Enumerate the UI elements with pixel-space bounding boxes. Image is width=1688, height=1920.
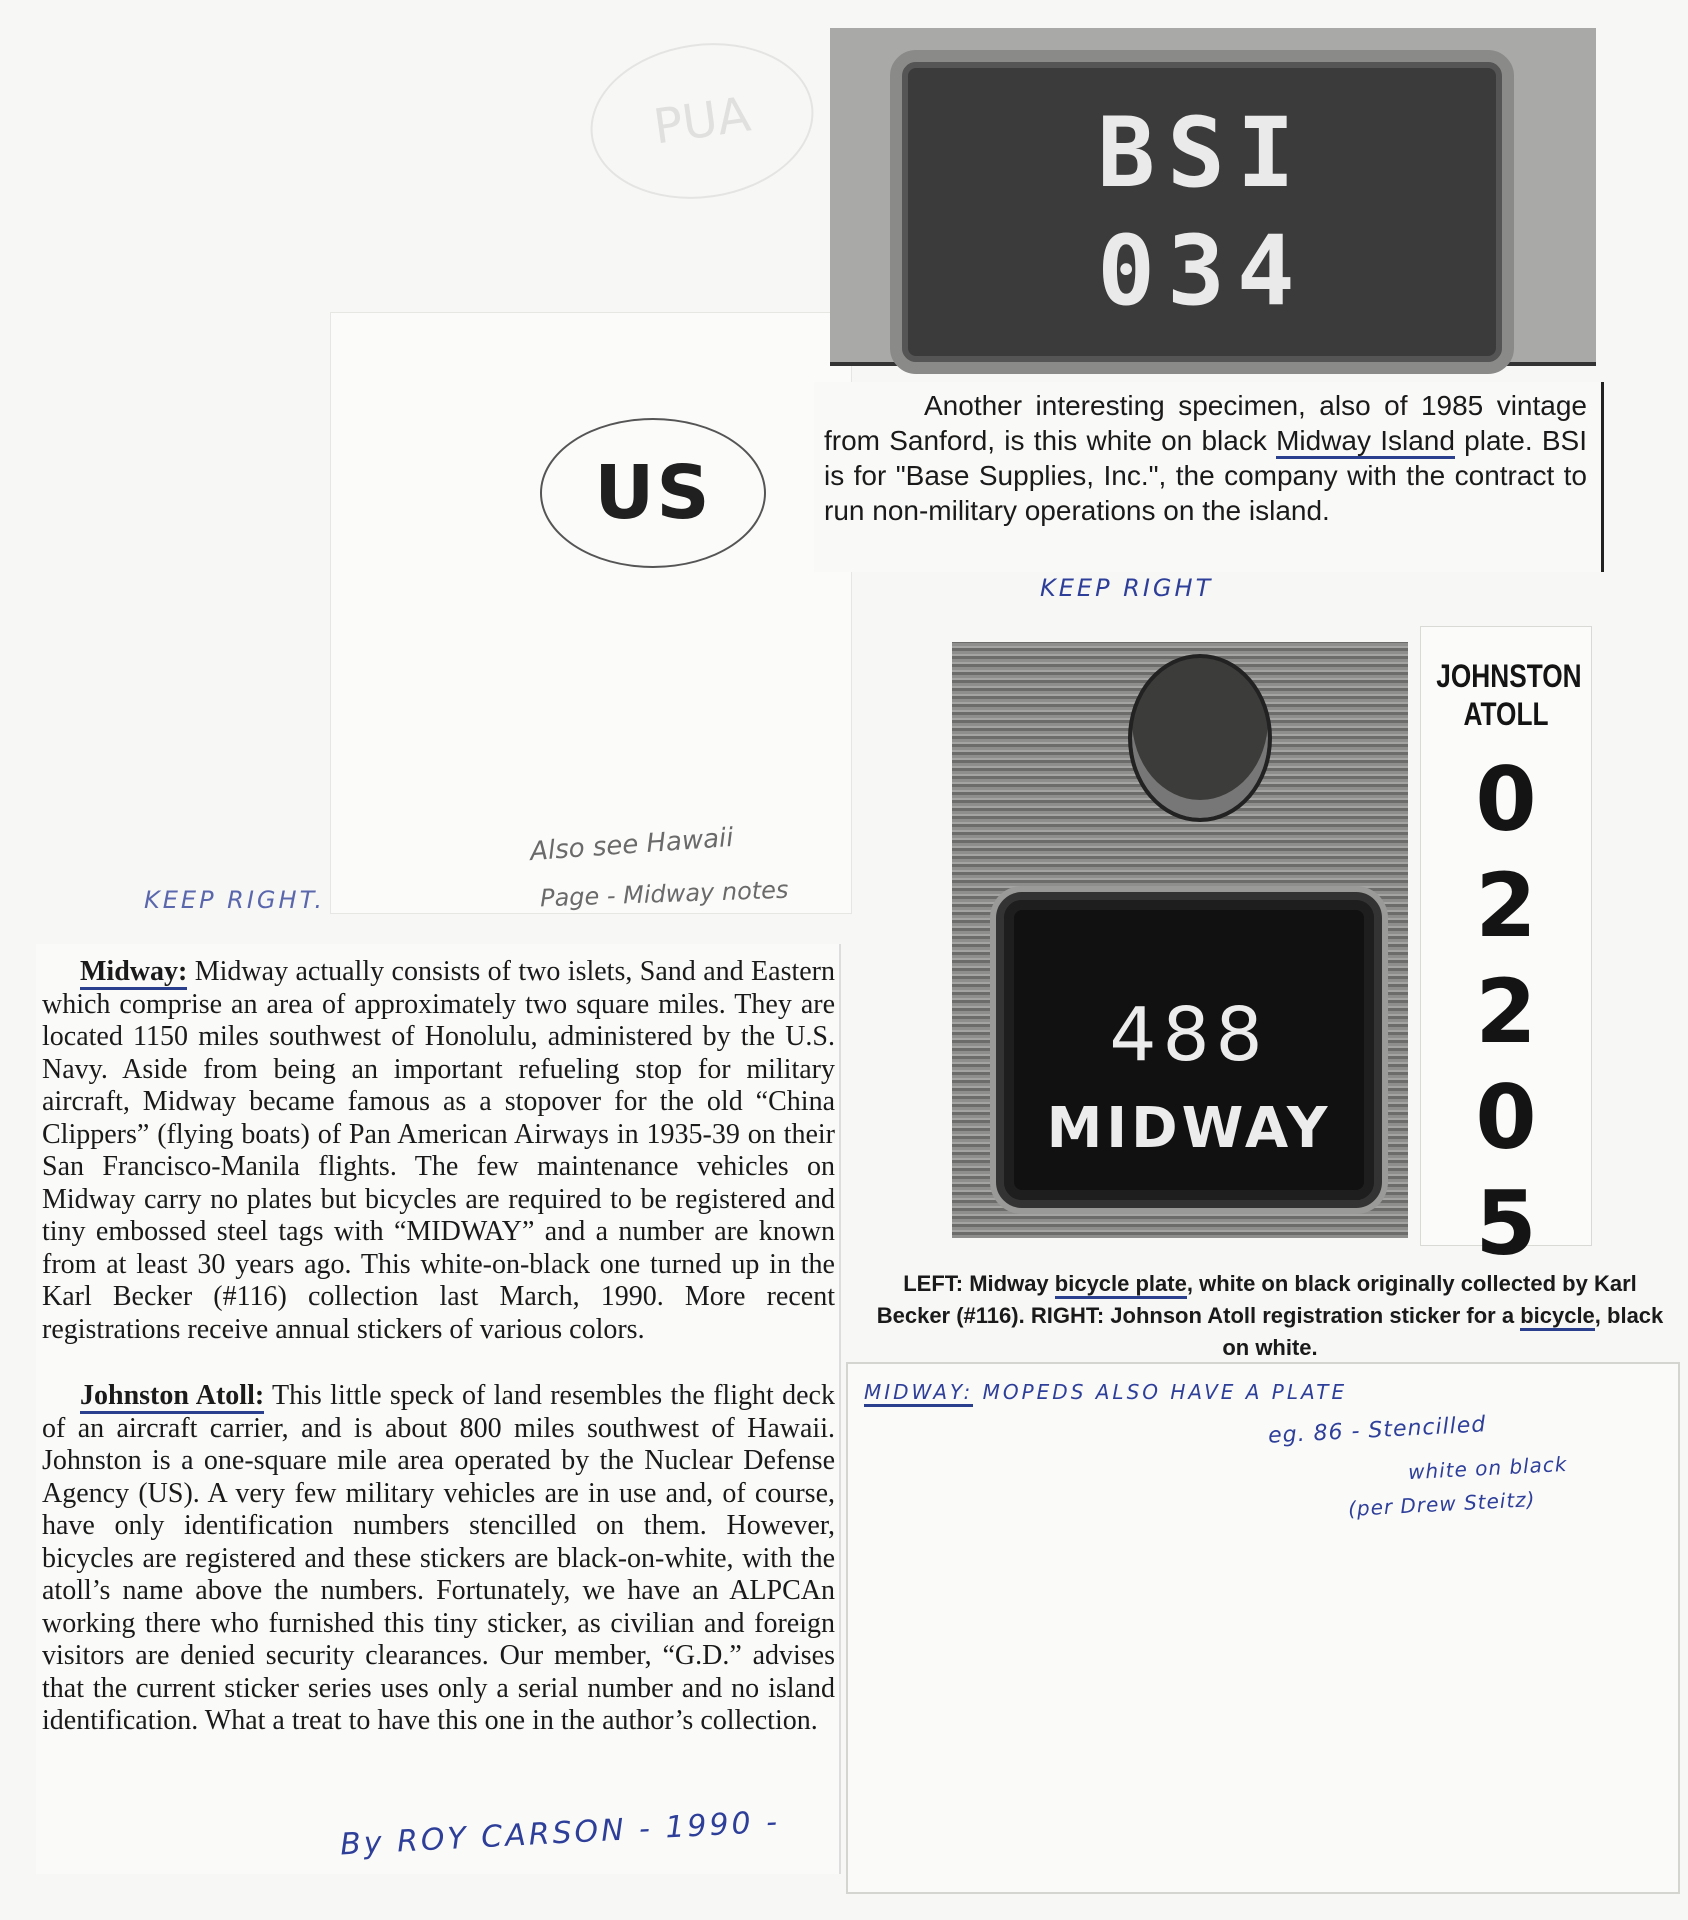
faint-stamp-text: PUA (650, 86, 754, 156)
midway-bicycle-plate-photo (952, 642, 1408, 1238)
plate-line-2: 034 (1097, 215, 1307, 327)
bsi-license-plate (890, 50, 1514, 374)
note-midway-label: MIDWAY: (864, 1380, 973, 1407)
note-mopeds-text: MOPEDS ALSO HAVE A PLATE (973, 1380, 1348, 1404)
plate-line-1: BSI (1097, 97, 1307, 209)
sticker-digit: 0 (1475, 748, 1537, 851)
bicycle-plate-underlined: bicycle plate (1055, 1271, 1187, 1299)
midway-bicycle-tag (996, 892, 1382, 1208)
sticker-digit: 2 (1475, 854, 1537, 957)
note-line-1 (864, 1380, 1347, 1404)
bsi-caption-paragraph (824, 388, 1587, 528)
bike-caption-part3: , black on white. (1222, 1303, 1664, 1360)
sticker-name-line2: ATOLL (1463, 696, 1549, 732)
johnston-atoll-sticker (1420, 626, 1592, 1275)
tag-word: MIDWAY (1046, 1096, 1332, 1161)
midway-heading: Midway: (80, 956, 187, 990)
us-oval-sticker (540, 418, 766, 568)
midway-paragraph (42, 956, 835, 1346)
handwritten-also-see-line2: Page - Midway notes (539, 875, 789, 913)
bsi-caption-lead: Another interesting specimen, also of 1985 vintage from Sanford, is this white on black (824, 390, 1587, 456)
sticker-digit: 0 (1475, 1066, 1537, 1169)
article-clipping (36, 944, 841, 1874)
johnston-paragraph (42, 1380, 835, 1738)
handwritten-note-card (846, 1362, 1680, 1894)
handwritten-keep-right-left: KEEP RIGHT. (144, 886, 326, 914)
johnston-body: This little speck of land resembles the flight deck of an aircraft carrier, and is about 800 miles southwest of Hawaii. Johnston is a one-square mile area operated by the Nuclear Defense Agency (US). A very few military vehicles are in use and, of course, have only identification numbers stencilled on them. However, bicycles are registered and these stickers are black-on-white, with the atoll’s name above the numbers. Fortunately, we have an ALPCAn working there who furnished this tiny sticker, as civilian and foreign visitors are denied security clearances. Our member, “G.D.” advises that the current sticker series uses only a serial number and no island identification. What a treat to have this one in the author’s collection. (42, 1380, 835, 1736)
bicycle-underlined: bicycle (1520, 1303, 1595, 1331)
bike-caption-part1: LEFT: Midway (903, 1271, 1055, 1296)
handwritten-also-see-line1: Also see Hawaii (529, 822, 735, 868)
note-line-3: white on black (1407, 1451, 1568, 1485)
blank-paper-scrap (330, 312, 852, 914)
sticker-digit: 2 (1475, 960, 1537, 1063)
coin-for-scale (1128, 654, 1272, 822)
johnston-heading: Johnston Atoll: (80, 1380, 264, 1414)
note-line-2: eg. 86 - Stencilled (1267, 1412, 1487, 1449)
midway-body: Midway actually consists of two islets, Sand and Eastern which comprise an area of approximately two square miles. They are located 1150 miles southwest of Honolulu, administered by the U.S. Navy. Aside from being an important refueling stop for military aircraft, Midway became famous as a stopover for the old “China Clippers” (flying boats) of Pan American Airways in 1935-39 on their San Francisco-Manila flights. The few maintenance vehicles on Midway carry no plates but bicycles are required to be registered and tiny embossed steel tags with “MIDWAY” and a number are known from at least 30 years ago. This white-on-black one turned up in the Karl Becker (#116) collection last March, 1990. More recent registrations receive annual stickers of various colors. (42, 956, 835, 1345)
note-line-4: (per Drew Steitz) (1347, 1487, 1537, 1521)
sticker-name-line1: JOHNSTON (1436, 658, 1582, 694)
tag-number: 488 (1109, 992, 1269, 1078)
bsi-caption-rest: plate. BSI is for "Base Supplies, Inc.", the company with the contract to run non-military operations on the island. (824, 425, 1588, 526)
sticker-digits (1421, 747, 1591, 1277)
us-oval-text: US (594, 450, 712, 536)
midway-island-underlined: Midway Island (1276, 425, 1455, 459)
bicycle-photo-caption (870, 1268, 1670, 1364)
sticker-digit: 5 (1475, 1172, 1537, 1275)
handwritten-keep-right-top: KEEP RIGHT (1040, 574, 1214, 602)
bsi-plate-caption (814, 382, 1604, 572)
bsi-plate-photo (830, 28, 1596, 366)
faint-stamp-oval (580, 29, 823, 213)
bike-caption-part2: , white on black originally collected by Karl Becker (#116). RIGHT: Johnson Atoll registration sticker for a (876, 1271, 1637, 1328)
handwritten-signature: By ROY CARSON - 1990 - (339, 1804, 781, 1863)
